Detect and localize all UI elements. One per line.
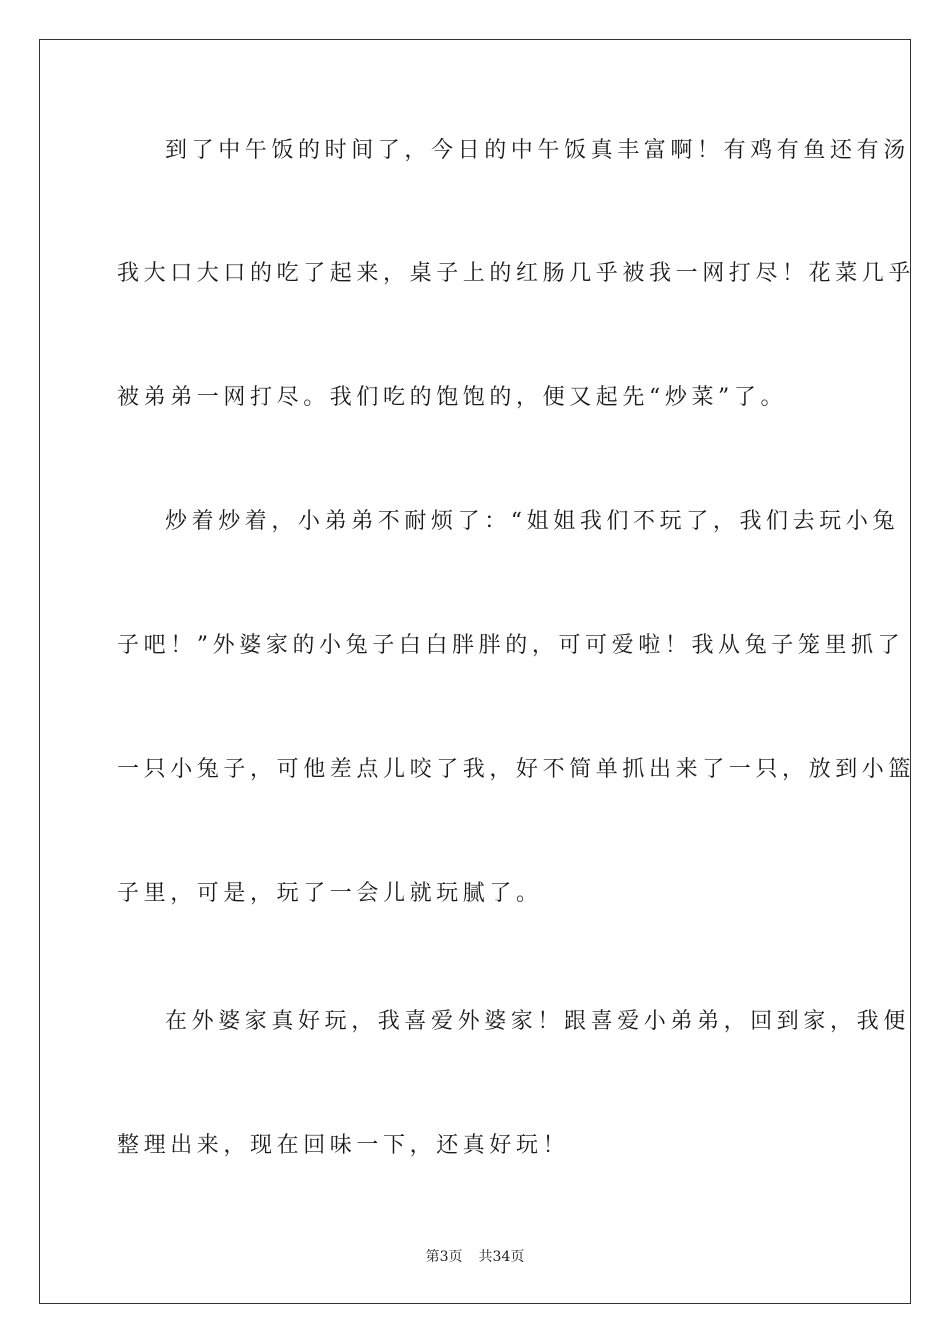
text-line: 子吧！”外婆家的小兔子白白胖胖的，可可爱啦！我从兔子笼里抓了 [117, 633, 905, 658]
text-line: 一只小兔子，可他差点儿咬了我，好不简单抓出来了一只，放到小篮 [117, 757, 916, 782]
text-line: 炒着炒着，小弟弟不耐烦了：“姐姐我们不玩了，我们去玩小兔 [165, 509, 900, 534]
page-number: 第3页 [425, 1249, 463, 1265]
text-line: 我大口大口的吃了起来，桌子上的红肠几乎被我一网打尽！花菜几乎 [117, 261, 916, 286]
text-line: 被弟弟一网打尽。我们吃的饱饱的，便又起先“炒菜”了。 [117, 385, 788, 410]
text-line: 到了中午饭的时间了，今日的中午饭真丰富啊！有鸡有鱼还有汤 [165, 138, 910, 163]
page-total: 共34页 [478, 1249, 525, 1265]
text-line: 整理出来，现在回味一下，还真好玩！ [117, 1133, 570, 1158]
page-footer [0, 1248, 950, 1266]
page-border [39, 39, 916, 1304]
text-line: 子里，可是，玩了一会儿就玩腻了。 [117, 881, 543, 906]
text-line: 在外婆家真好玩，我喜爱外婆家！跟喜爱小弟弟，回到家，我便 [165, 1009, 910, 1034]
